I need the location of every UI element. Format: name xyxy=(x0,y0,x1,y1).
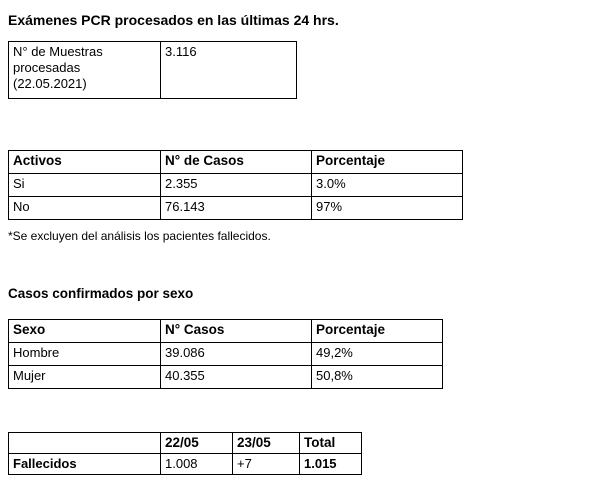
table-cell-total: 1.015 xyxy=(300,454,362,475)
table-row xyxy=(9,174,463,197)
table-cell: No xyxy=(9,197,161,220)
table-cell: 97% xyxy=(312,197,463,220)
samples-value-cell: 3.116 xyxy=(161,42,297,99)
column-header: N° Casos xyxy=(161,320,312,343)
table-cell: Si xyxy=(9,174,161,197)
table-cell: +7 xyxy=(233,454,300,475)
column-header: Total xyxy=(300,433,362,454)
table-cell: Hombre xyxy=(9,343,161,366)
column-header: 22/05 xyxy=(161,433,233,454)
table-row xyxy=(9,454,362,475)
table-header-row xyxy=(9,320,443,343)
table-row-label: Fallecidos xyxy=(9,454,161,475)
samples-label-line: N° de Muestras xyxy=(13,44,103,59)
column-header: Activos xyxy=(9,151,161,174)
column-header: Porcentaje xyxy=(312,151,463,174)
sex-table xyxy=(8,319,443,389)
table-cell: 50,8% xyxy=(312,366,443,389)
table-header-row xyxy=(9,433,362,454)
section-title: Casos confirmados por sexo xyxy=(8,286,194,301)
column-header: Sexo xyxy=(9,320,161,343)
table-cell: 1.008 xyxy=(161,454,233,475)
column-header: 23/05 xyxy=(233,433,300,454)
table-cell: 3.0% xyxy=(312,174,463,197)
page-title: Exámenes PCR procesados en las últimas 24 hrs. xyxy=(8,12,339,28)
table-row xyxy=(9,197,463,220)
column-header xyxy=(9,433,161,454)
table-row xyxy=(9,366,443,389)
table-cell: Mujer xyxy=(9,366,161,389)
samples-label-line: procesadas xyxy=(13,60,81,75)
table-cell: 49,2% xyxy=(312,343,443,366)
table-cell: 76.143 xyxy=(161,197,312,220)
samples-date-line: (22.05.2021) xyxy=(13,76,87,91)
table-cell: 39.086 xyxy=(161,343,312,366)
table-header-row xyxy=(9,151,463,174)
samples-table xyxy=(8,41,297,99)
table-row xyxy=(9,42,297,99)
deaths-table xyxy=(8,432,362,475)
table-cell: 2.355 xyxy=(161,174,312,197)
samples-label-cell xyxy=(9,42,161,99)
activos-table xyxy=(8,150,463,220)
footnote: *Se excluyen del análisis los pacientes fallecidos. xyxy=(8,229,271,243)
column-header: N° de Casos xyxy=(161,151,312,174)
table-cell: 40.355 xyxy=(161,366,312,389)
column-header: Porcentaje xyxy=(312,320,443,343)
table-row xyxy=(9,343,443,366)
